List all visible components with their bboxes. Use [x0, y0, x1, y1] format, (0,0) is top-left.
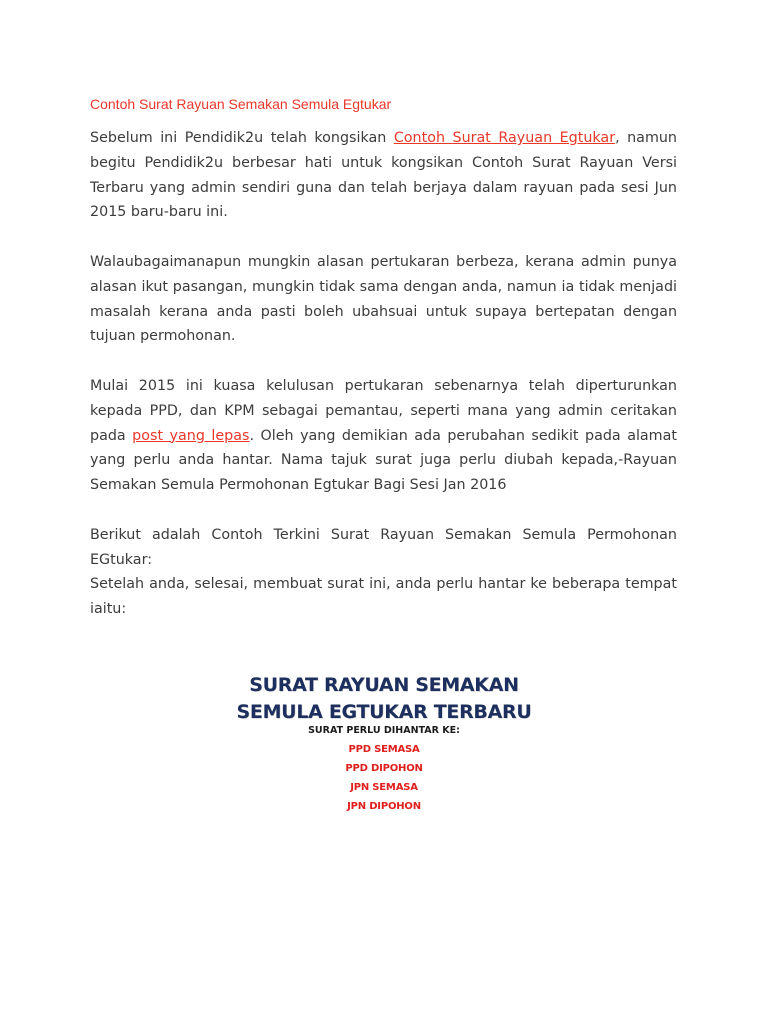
banner-recipient-item: PPD DIPOHON — [345, 763, 423, 774]
banner-subtitle: SURAT PERLU DIHANTAR KE: — [308, 725, 460, 736]
link-post-yang-lepas[interactable]: post yang lepas — [132, 427, 250, 444]
banner-recipient-item: JPN SEMASA — [350, 782, 418, 793]
paragraph-intro — [90, 126, 677, 225]
banner-title-line-1: SURAT RAYUAN SEMAKAN — [249, 674, 519, 696]
banner-recipient-list — [0, 740, 768, 816]
banner-recipient-item: PPD SEMASA — [348, 744, 420, 755]
paragraph-send-instructions: Setelah anda, selesai, membuat surat ini, anda perlu hantar ke beberapa tempat iaitu: — [90, 576, 677, 618]
banner-title-line-2: SEMULA EGTUKAR TERBARU — [236, 701, 532, 723]
paragraph-policy — [90, 374, 677, 498]
article-body — [90, 126, 677, 622]
banner-recipient-item: JPN DIPOHON — [347, 801, 421, 812]
letter-banner-image — [0, 672, 768, 816]
link-contoh-surat-rayuan-egtukar[interactable]: Contoh Surat Rayuan Egtukar — [393, 130, 616, 146]
paragraph-intro-before: Sebelum ini Pendidik2u telah kongsikan — [90, 130, 394, 146]
page-title: Contoh Surat Rayuan Semakan Semula Egtukar — [90, 96, 392, 112]
paragraph-example-intro: Berikut adalah Contoh Terkini Surat Rayuan Semakan Semula Permohonan EGtukar: — [90, 526, 677, 568]
paragraph-policy-before: Mulai 2015 ini kuasa kelulusan pertukaran sebenarnya telah diperturunkan kepada PPD, dan KPM sebagai pemantau, seperti mana yang admin ceritakan pada — [90, 377, 677, 444]
paragraph-reason: Walaubagaimanapun mungkin alasan pertukaran berbeza, kerana admin punya alasan ikut pasangan, mungkin tidak sama dengan anda, namun ia tidak menjadi masalah kerana anda pasti boleh ubahsuai untuk supaya bertepatan dengan tujuan permohonan. — [90, 253, 677, 345]
paragraph-intro-after: , namun begitu Pendidik2u berbesar hati untuk kongsikan Contoh Surat Rayuan Versi Terbaru yang admin sendiri guna dan telah berjaya dalam rayuan pada sesi Jun 2015 baru-baru ini. — [90, 130, 677, 221]
paragraph-policy-after: . Oleh yang demikian ada perubahan sedikit pada alamat yang perlu anda hantar. Nama tajuk surat juga perlu diubah kepada,-Rayuan Semakan Semula Permohonan Egtukar Bagi Sesi Jan 2016 — [90, 427, 677, 494]
